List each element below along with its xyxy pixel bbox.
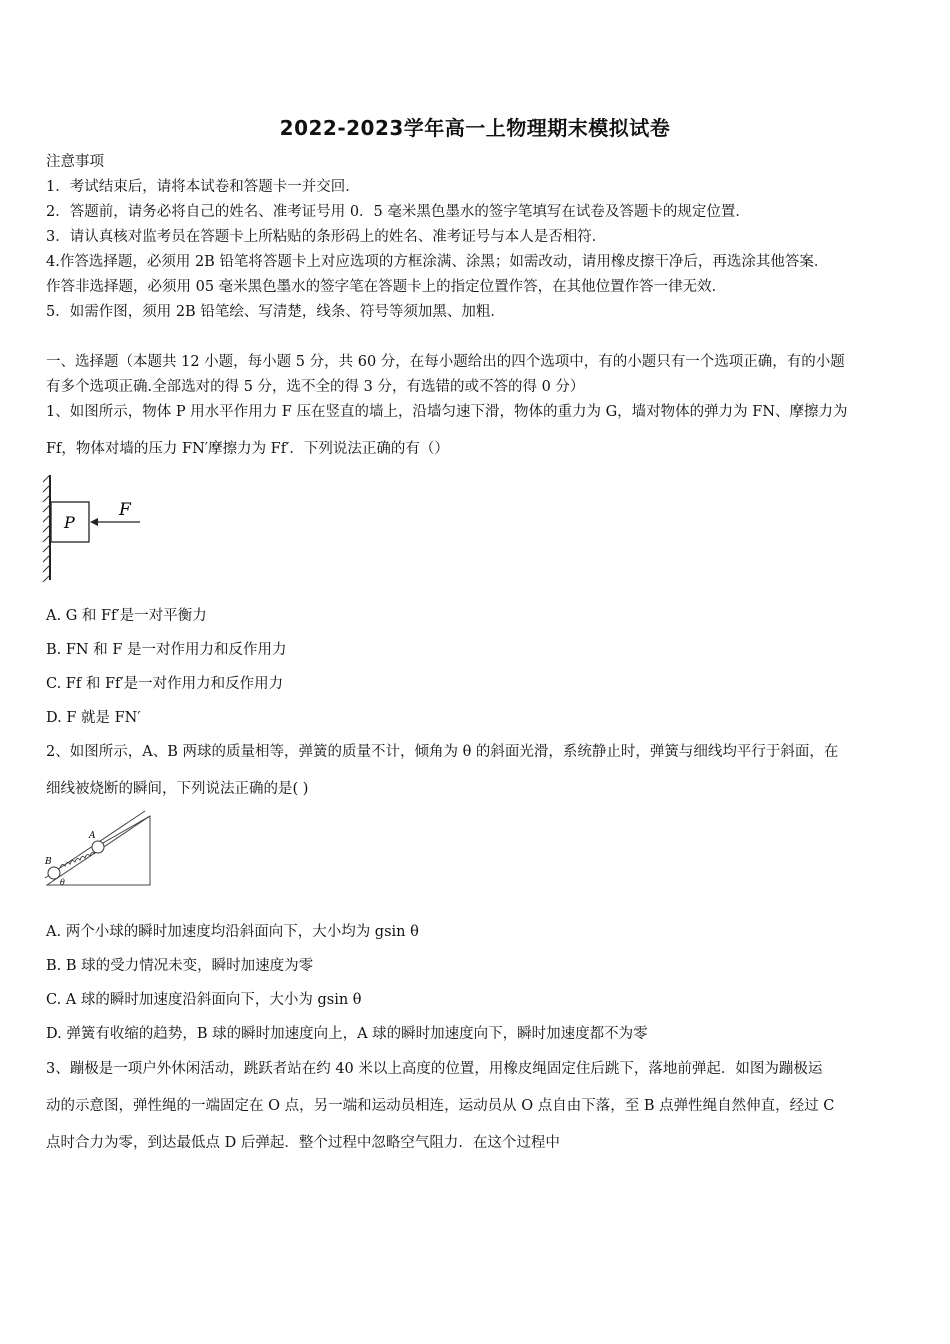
q1-option-b: B. FN 和 F 是一对作用力和反作用力 [46, 642, 287, 658]
q2-option-b: B. B 球的受力情况未变，瞬时加速度为零 [46, 958, 314, 974]
q2-option-d: D. 弹簧有收缩的趋势，B 球的瞬时加速度向上，A 球的瞬时加速度向下，瞬时加速度都不为零 [46, 1026, 648, 1042]
notice-item-4-cont: 作答非选择题，必须用 05 毫米黑色墨水的签字笔在答题卡上的指定位置作答，在其他位置作答一律无效． [46, 279, 727, 295]
notice-item-4: 4.作答选择题，必须用 2B 铅笔将答题卡上对应选项的方框涂满、涂黑；如需改动，请用橡皮擦干净后，再选涂其他答案． [46, 254, 829, 270]
spring [60, 852, 95, 868]
q1-option-d: D. F 就是 FN′ [46, 710, 141, 726]
notice-heading: 注意事项 [46, 154, 104, 170]
angle-theta-label: θ [60, 878, 65, 887]
q3-stem-line1: 3、蹦极是一项户外休闲活动，跳跃者站在约 40 米以上高度的位置，用橡皮绳固定住后跳下，落地前弹起．如图为蹦极运 [46, 1061, 823, 1077]
notice-item-1: 1．考试结束后，请将本试卷和答题卡一并交回． [46, 179, 360, 195]
q1-option-c: C. Ff 和 Ff′是一对作用力和反作用力 [46, 676, 284, 692]
notice-item-5: 5．如需作图，须用 2B 铅笔绘、写清楚，线条、符号等须加黑、加粗． [46, 304, 505, 320]
q3-stem-line2: 动的示意图，弹性绳的一端固定在 O 点，另一端和运动员相连，运动员从 O 点自由下落，至 B 点弹性绳自然伸直，经过 C [46, 1098, 835, 1114]
ball-a [92, 841, 104, 853]
ball-b [48, 867, 60, 879]
thread-line [103, 816, 150, 843]
notice-item-3: 3．请认真核对监考员在答题卡上所粘贴的条形码上的姓名、准考证号与本人是否相符． [46, 229, 607, 245]
q2-option-c: C. A 球的瞬时加速度沿斜面向下，大小为 gsin θ [46, 992, 362, 1008]
q1-option-a: A. G 和 Ff′是一对平衡力 [46, 608, 207, 624]
q3-stem-line3: 点时合力为零，到达最低点 D 后弹起．整个过程中忽略空气阻力．在这个过程中 [46, 1135, 560, 1151]
section-instructions-line2: 有多个选项正确.全部选对的得 5 分，选不全的得 3 分，有选错的或不答的得 0 分） [46, 379, 585, 395]
force-f-label: F [119, 500, 131, 520]
page-title: 2022-2023学年高一上物理期末模拟试卷 [279, 116, 671, 140]
wall-hatch [43, 475, 50, 582]
q1-stem-line2: Ff，物体对墙的压力 FN′摩擦力为 Ff′．下列说法正确的有（） [46, 441, 449, 457]
notice-item-2: 2．答题前，请务必将自己的姓名、准考证号用 0．5 毫米黑色墨水的签字笔填写在试卷及答题卡的规定位置． [46, 204, 750, 220]
ball-b-label: B [45, 857, 52, 867]
q2-incline-figure [42, 808, 154, 890]
block-p-label: P [64, 513, 75, 532]
q2-stem-line1: 2、如图所示，A、B 两球的质量相等，弹簧的质量不计，倾角为 θ 的斜面光滑，系统静止时，弹簧与细线均平行于斜面，在 [46, 744, 839, 760]
q2-stem-line2: 细线被烧断的瞬间，下列说法正确的是( ) [46, 781, 309, 797]
section-instructions-line1: 一、选择题（本题共 12 小题，每小题 5 分，共 60 分，在每小题给出的四个选项中，有的小题只有一个选项正确，有的小题 [46, 354, 845, 370]
q1-stem-line1: 1、如图所示，物体 P 用水平作用力 F 压在竖直的墙上，沿墙匀速下滑，物体的重力为 G，墙对物体的弹力为 FN、摩擦力为 [46, 404, 848, 420]
force-arrow-head [90, 518, 98, 526]
q2-option-a: A. 两个小球的瞬时加速度均沿斜面向下，大小均为 gsin θ [46, 924, 419, 940]
q1-wall-block-figure [40, 470, 150, 585]
ball-a-label: A [89, 831, 96, 841]
